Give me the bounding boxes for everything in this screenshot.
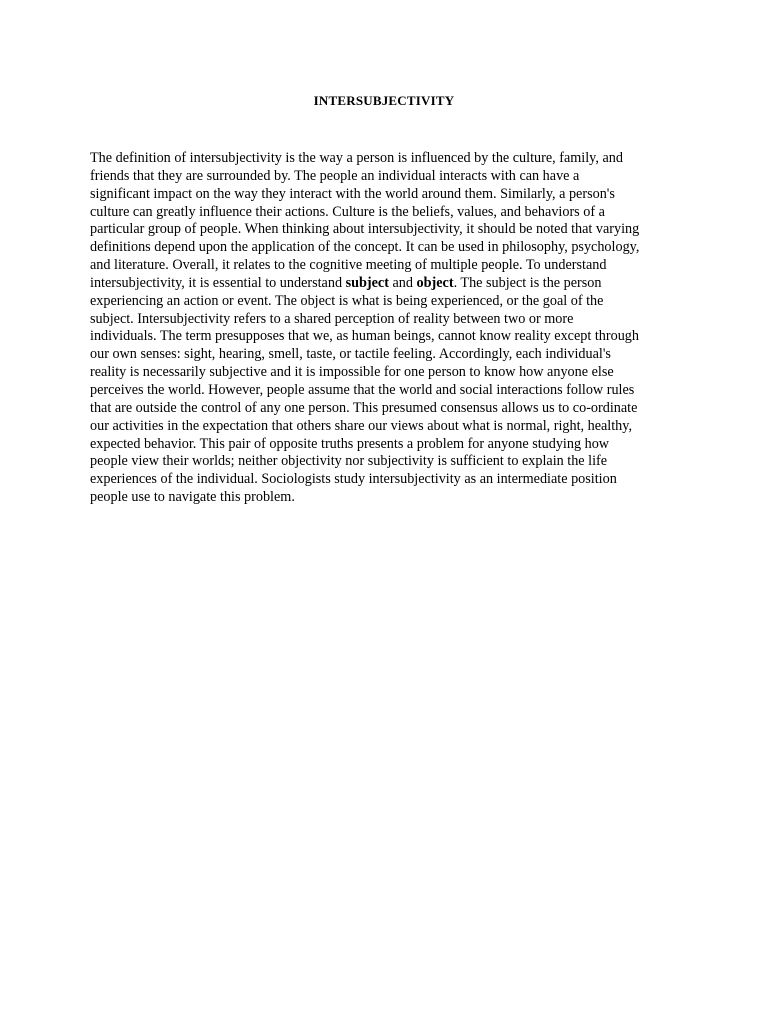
line-mid: and: [388, 274, 417, 291]
paragraph-line-with-emphasis: [90, 275, 678, 293]
paragraph-line: people use to navigate this problem.: [90, 489, 295, 506]
paragraph-line: and literature. Overall, it relates to the cognitive meeting of multiple people. To understand: [90, 257, 607, 274]
paragraph-line: perceives the world. However, people assume that the world and social interactions follow rules: [90, 381, 635, 398]
paragraph-line: expected behavior. This pair of opposite truths presents a problem for anyone studying how: [90, 435, 610, 452]
paragraph-line: experiencing an action or event. The object is what is being experienced, or the goal of the: [90, 292, 604, 309]
paragraph-line: experiences of the individual. Sociologists study intersubjectivity as an intermediate position: [90, 471, 617, 488]
paragraph-line: significant impact on the way they interact with the world around them. Similarly, a person's: [90, 185, 615, 202]
line-suffix: . The subject is the person: [453, 274, 602, 291]
paragraph-line: culture can greatly influence their actions. Culture is the beliefs, values, and behaviors of a: [90, 203, 605, 220]
paragraph-line: subject. Intersubjectivity refers to a shared perception of reality between two or more: [90, 310, 574, 327]
term-subject: subject: [345, 274, 389, 291]
paragraph-line: our activities in the expectation that others share our views about what is normal, right, healthy,: [90, 417, 632, 434]
paragraph-line: reality is necessarily subjective and it is impossible for one person to know how anyone else: [90, 364, 614, 381]
line-prefix: intersubjectivity, it is essential to understand: [90, 274, 346, 291]
term-object: object: [416, 274, 454, 291]
paragraph-line: particular group of people. When thinking about intersubjectivity, it should be noted that varying: [90, 221, 640, 238]
paragraph-line: friends that they are surrounded by. The people an individual interacts with can have a: [90, 167, 580, 184]
paragraph-line: our own senses: sight, hearing, smell, taste, or tactile feeling. Accordingly, each individual's: [90, 346, 611, 363]
body-paragraph: [90, 150, 678, 507]
paragraph-line: people view their worlds; neither objectivity nor subjectivity is sufficient to explain the life: [90, 453, 608, 470]
paragraph-line: that are outside the control of any one person. This presumed consensus allows us to co-ordinate: [90, 399, 638, 416]
paragraph-line: definitions depend upon the application of the concept. It can be used in philosophy, psychology,: [90, 239, 640, 256]
document-title: INTERSUBJECTIVITY: [313, 93, 455, 108]
paragraph-line: individuals. The term presupposes that we, as human beings, cannot know reality except through: [90, 328, 639, 345]
paragraph-line: The definition of intersubjectivity is the way a person is influenced by the culture, family, and: [90, 150, 623, 166]
